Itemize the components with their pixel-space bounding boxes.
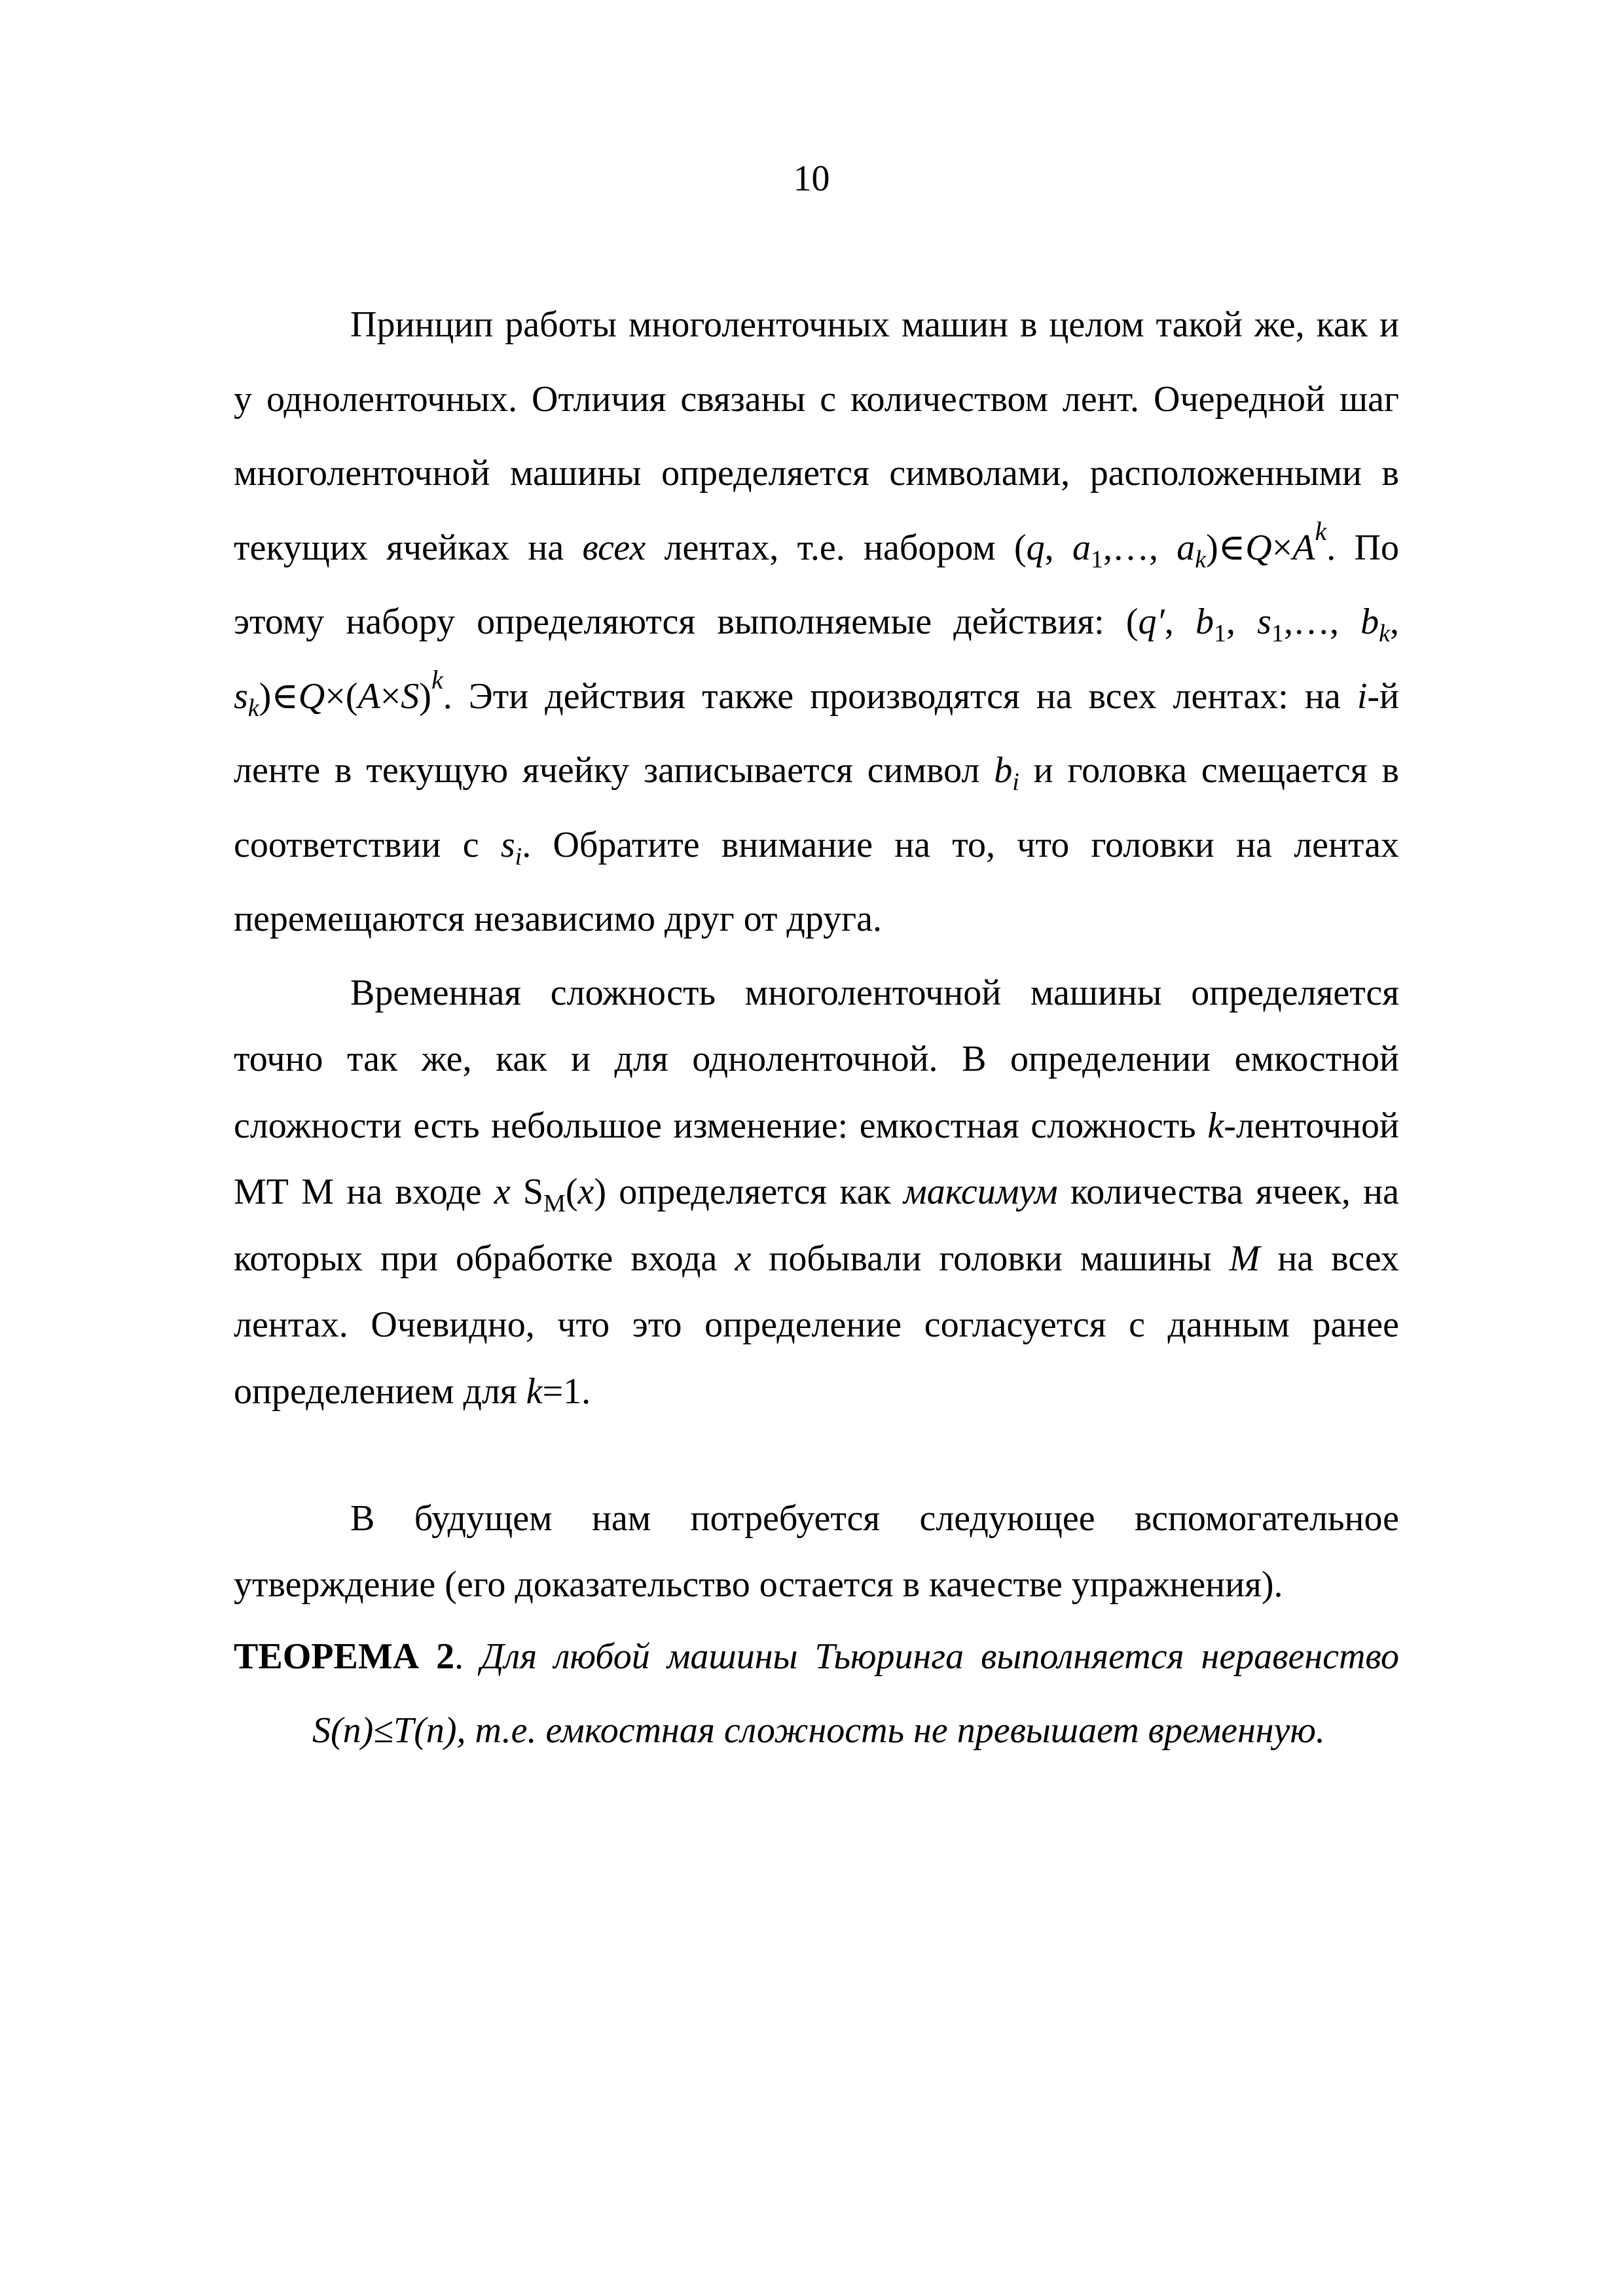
paragraph-complexity: Временная сложность многоленточной машины определяется точно так же, как и для одноленточной. В определении емкостной сложности есть небольшое изменение: емкостная сложность k-ленточной МТ М на входе x $S_M(x)$ определяется как максимум количества ячеек, на которых при обработке входа x побывали головки машины M на всех лентах. Очевидно, что это определение согласуется с данным ранее определением для k=1. — [234, 972, 1399, 1412]
paragraph-multitape-principle: Принцип работы многоленточных машин в целом такой же, как и у одноленточных. Отличия связаны с количеством лент. Очередной шаг многоленточной машины определяется символами, расположенными в текущих ячейках на всех лентах, т.е. набором (q, $a_1,\dots$, $a_k)\in Q\times A^k$. По этому набору определяются выполняемые действия: (q′, $b_1$, $s_1,\dots$, $b_k$, $s_k)\in Q\times(A\times S)^k$. Эти действия также производятся на всех лентах: на i-й ленте в текущую ячейку записывается символ $b_i$ и головка смещается в соответствии с $s_i$. Обратите внимание на то, что головки на лентах перемещаются независимо друг от друга. — [234, 304, 1400, 939]
theorem-label: ТЕОРЕМА 2 — [234, 1636, 455, 1677]
theorem-2: ТЕОРЕМА 2. Для любой машины Тьюринга выполняется неравенство S(n)≤T(n), т.е. емкостная сложность не превышает временную. — [234, 1636, 1400, 1751]
theorem-statement: Для любой машины Тьюринга выполняется неравенство S(n)≤T(n), т.е. емкостная сложность не превышает временную. — [312, 1636, 1400, 1751]
paragraph-auxiliary-statement: В будущем нам потребуется следующее вспомогательное утверждение (его доказательство остается в качестве упражнения). — [234, 1498, 1399, 1605]
page-number: 10 — [793, 158, 830, 199]
page-body — [234, 288, 1399, 1804]
